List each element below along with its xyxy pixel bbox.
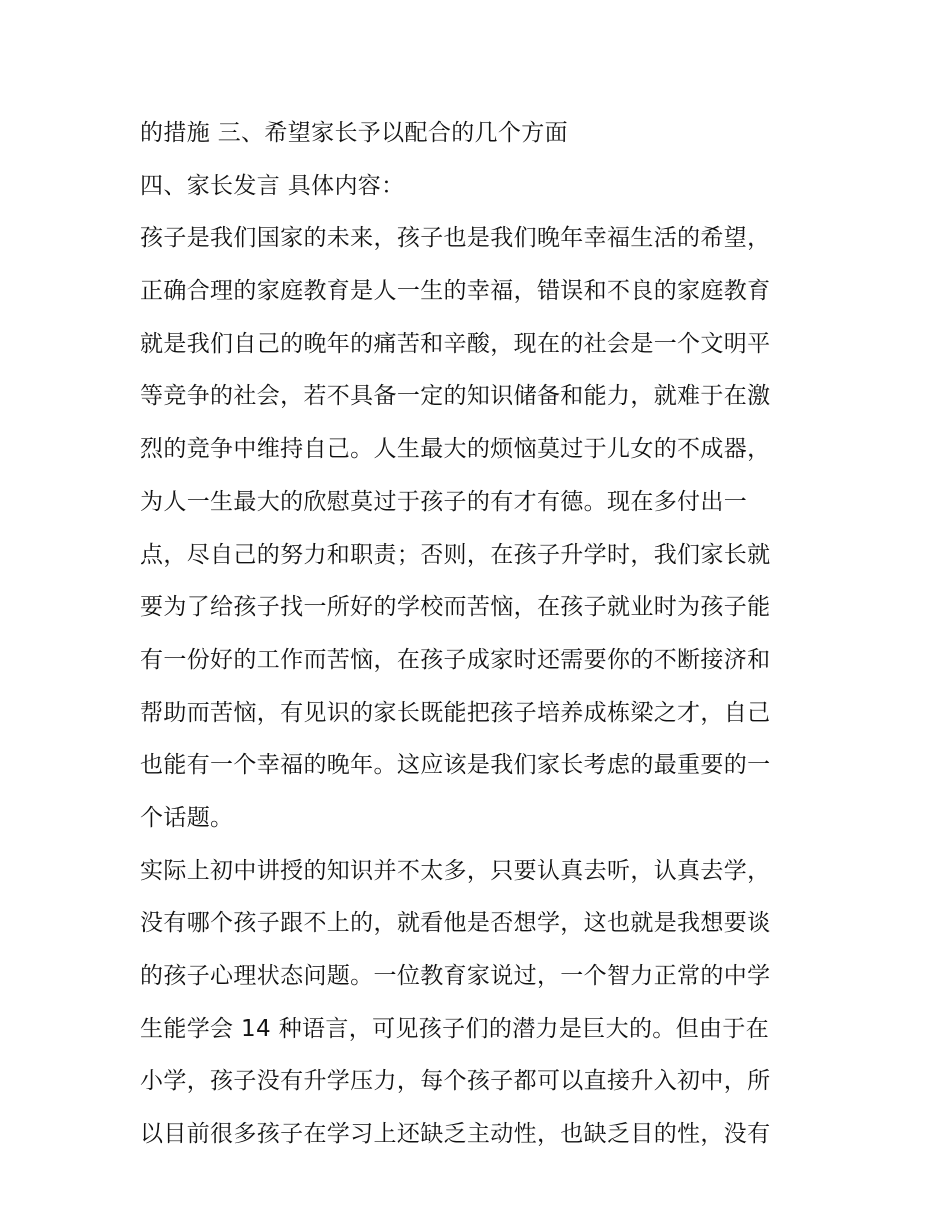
text-line: 烈的竞争中维持自己。人生最大的烦恼莫过于儿女的不成器， [140,436,771,463]
text-line: 孩子是我们国家的未来，孩子也是我们晚年幸福生活的希望， [140,225,771,252]
text-line: 有一份好的工作而苦恼，在孩子成家时还需要你的不断接济和 [140,646,771,673]
text-line: 也能有一个幸福的晚年。这应该是我们家长考虑的最重要的一 [140,752,771,779]
text-line: 要为了给孩子找一所好的学校而苦恼，在孩子就业时为孩子能 [140,594,771,621]
text-line: 点，尽自己的努力和职责；否则，在孩子升学时，我们家长就 [140,541,771,568]
text-line: 实际上初中讲授的知识并不太多，只要认真去听，认真去学， [140,857,771,884]
text-line: 正确合理的家庭教育是人一生的幸福，错误和不良的家庭教育 [140,278,771,305]
text-line: 生能学会 14 种语言，可见孩子们的潜力是巨大的。但由于在 [140,1015,770,1042]
document-body [140,107,840,1161]
text-line: 帮助而苦恼，有见识的家长既能把孩子培养成栋梁之才，自己 [140,699,771,726]
text-line: 个话题。 [140,804,234,831]
text-line: 的措施 三、希望家长予以配合的几个方面 [140,120,568,146]
text-line: 小学，孩子没有升学压力，每个孩子都可以直接升入初中，所 [140,1068,771,1095]
text-line: 以目前很多孩子在学习上还缺乏主动性，也缺乏目的性，没有 [140,1121,771,1148]
text-line: 为人一生最大的欣慰莫过于孩子的有才有德。现在多付出一 [140,488,748,515]
text-line: 没有哪个孩子跟不上的，就看他是否想学，这也就是我想要谈 [140,910,771,937]
text-line: 等竞争的社会，若不具备一定的知识储备和能力，就难于在激 [140,383,771,410]
text-line: 就是我们自己的晚年的痛苦和辛酸，现在的社会是一个文明平 [140,330,771,357]
text-line: 四、家长发言 具体内容： [140,172,405,199]
text-line: 的孩子心理状态问题。一位教育家说过，一个智力正常的中学 [140,963,771,989]
